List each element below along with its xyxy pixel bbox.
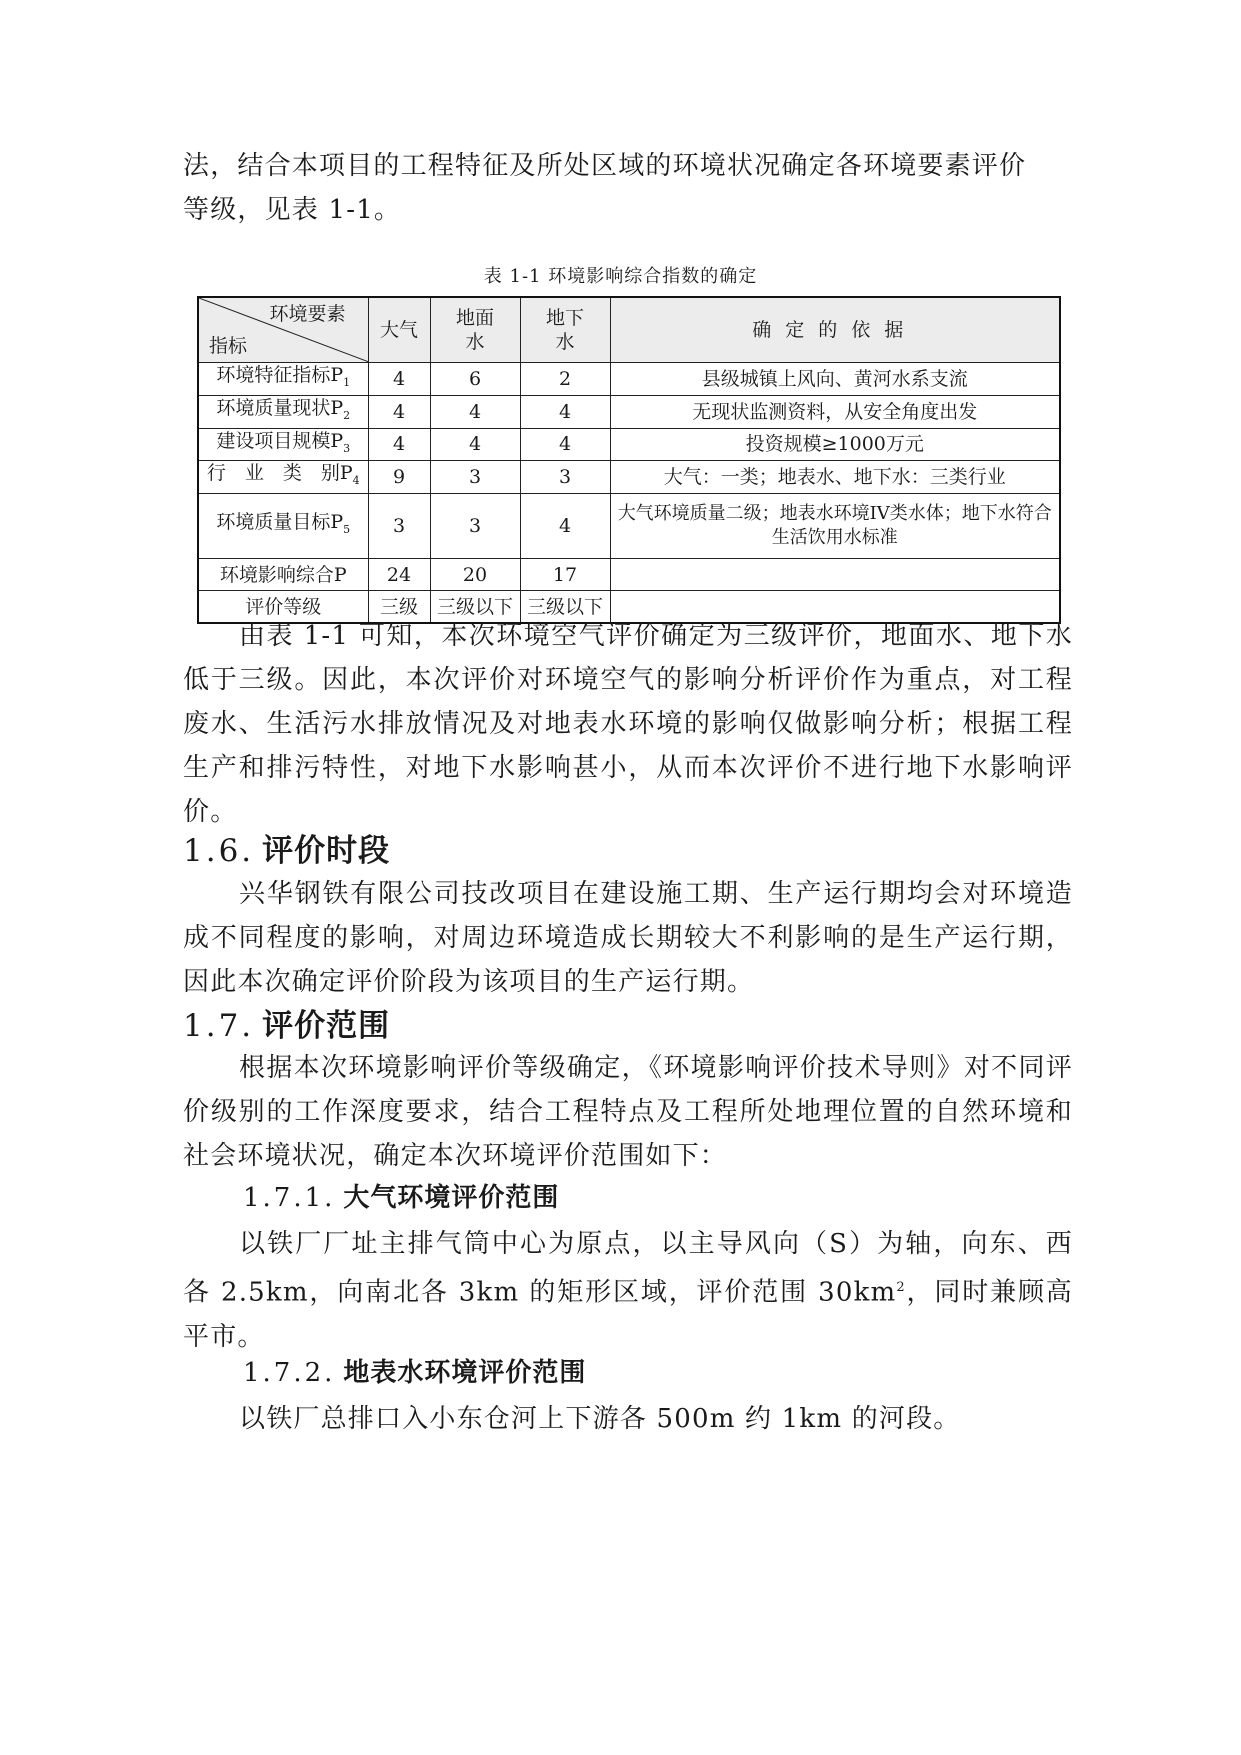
section-heading-1-7-2 xyxy=(243,1352,586,1389)
cell-basis: 大气：一类；地表水、地下水：三类行业 xyxy=(610,461,1060,494)
p-symbol: P xyxy=(330,396,344,419)
row-label: 环境影响综合P xyxy=(198,559,368,591)
cell-air: 9 xyxy=(368,461,430,494)
section-title: 评价时段 xyxy=(262,833,391,869)
header-basis: 确定的依据 xyxy=(610,297,1060,363)
section-title: 评价范围 xyxy=(262,1008,391,1044)
cell-surface-water: 3 xyxy=(430,494,520,559)
cell-surface-water: 20 xyxy=(430,559,520,591)
cell-groundwater: 三级以下 xyxy=(520,591,610,624)
p-symbol: P xyxy=(339,462,353,485)
header-air: 大气 xyxy=(368,297,430,363)
cell-surface-water: 6 xyxy=(430,363,520,396)
cell-groundwater: 4 xyxy=(520,395,610,428)
p-symbol: P xyxy=(330,511,344,534)
cell-air: 4 xyxy=(368,363,430,396)
table-row xyxy=(198,395,1060,428)
paragraph-evaluation-period: 兴华钢铁有限公司技改项目在建设施工期、生产运行期均会对环境造成不同程度的影响，对周边环境造成长期较大不利影响的是生产运行期，因此本次确定评价阶段为该项目的生产运行期。 xyxy=(183,879,1073,997)
table-body xyxy=(198,363,1060,624)
cell-basis xyxy=(610,559,1060,591)
row-label: 行 业 类 别$P_4$ xyxy=(198,461,368,494)
p-symbol: P xyxy=(330,429,344,452)
section-title: 大气环境评价范围 xyxy=(343,1183,560,1213)
paragraph-evaluation-scope: 根据本次环境影响评价等级确定，《环境影响评价技术导则》对不同评价级别的工作深度要求，结合工程特点及工程所处地理位置的自然环境和社会环境状况，确定本次环境评价范围如下： xyxy=(183,1053,1073,1171)
header-surface-water: 地面水 xyxy=(430,297,520,363)
section-title: 地表水环境评价范围 xyxy=(343,1358,587,1388)
cell-air: 4 xyxy=(368,428,430,461)
intro-line-2: 等级，见表 1-1。 xyxy=(183,195,402,225)
header-indicator: 指标 xyxy=(209,335,248,357)
table-row xyxy=(198,559,1060,591)
table-row xyxy=(198,461,1060,494)
row-subscript: 2 xyxy=(343,408,351,422)
section-heading-1-7-1 xyxy=(243,1177,559,1214)
section-number: 1.6. xyxy=(183,833,255,869)
cell-surface-water: 3 xyxy=(430,461,520,494)
cell-groundwater: 3 xyxy=(520,461,610,494)
cell-surface-water: 4 xyxy=(430,428,520,461)
cell-air: 3 xyxy=(368,494,430,559)
cell-basis: 投资规模≥1000万元 xyxy=(610,428,1060,461)
table-caption: 表 1-1 环境影响综合指数的确定 xyxy=(483,266,758,287)
row-label: 环境质量目标$P_5$ xyxy=(198,494,368,559)
cell-groundwater: 4 xyxy=(520,428,610,461)
table-row xyxy=(198,363,1060,396)
impact-index-table xyxy=(197,296,1061,624)
cell-groundwater: 17 xyxy=(520,559,610,591)
cell-groundwater: 2 xyxy=(520,363,610,396)
cell-groundwater: 4 xyxy=(520,494,610,559)
cell-basis: 大气环境质量二级；地表水环境IV类水体；地下水符合生活饮用水标准 xyxy=(610,494,1060,559)
table-row xyxy=(198,494,1060,559)
section-heading-1-7 xyxy=(183,1000,390,1045)
table-row xyxy=(198,428,1060,461)
section-heading-1-6 xyxy=(183,825,390,870)
row-subscript: 5 xyxy=(343,523,351,537)
cell-air: 24 xyxy=(368,559,430,591)
section-number: 1.7.1. xyxy=(243,1183,336,1213)
header-groundwater: 地下水 xyxy=(520,297,610,363)
cell-air: 4 xyxy=(368,395,430,428)
cell-basis: 无现状监测资料，从安全角度出发 xyxy=(610,395,1060,428)
cell-surface-water: 4 xyxy=(430,395,520,428)
header-env-element: 环境要素 xyxy=(269,303,346,325)
paragraph-evaluation-level: 由表 1-1 可知，本次环境空气评价确定为三级评价，地面水、地下水低于三级。因此，本次评价对环境空气的影响分析评价作为重点，对工程废水、生活污水排放情况及对地表水环境的影响仅做影响分析；根据工程生产和排污特性，对地下水影响甚小，从而本次评价不进行地下水影响评价。 xyxy=(183,621,1073,827)
section-number: 1.7. xyxy=(183,1008,255,1044)
paragraph-surface-water-scope: 以铁厂总排口入小东仓河上下游各 500m 约 1km 的河段。 xyxy=(239,1404,961,1434)
row-subscript: 4 xyxy=(352,474,360,488)
cell-surface-water: 三级以下 xyxy=(430,591,520,624)
intro-line-1: 法，结合本项目的工程特征及所处区域的环境状况确定各环境要素评价 xyxy=(183,151,1027,181)
row-subscript: 3 xyxy=(343,441,351,455)
row-subscript: 1 xyxy=(343,375,351,389)
table-header-row xyxy=(198,297,1060,363)
row-label: 环境质量现状$P_2$ xyxy=(198,395,368,428)
diagonal-header-cell xyxy=(198,297,368,363)
section-number: 1.7.2. xyxy=(243,1358,336,1388)
cell-basis: 县级城镇上风向、黄河水系支流 xyxy=(610,363,1060,396)
row-label: 评价等级 xyxy=(198,591,368,624)
row-label: 建设项目规模$P_3$ xyxy=(198,428,368,461)
cell-air: 三级 xyxy=(368,591,430,624)
paragraph-air-scope: 以铁厂厂址主排气筒中心为原点，以主导风向（S）为轴，向东、西各 2.5km，向南北各 3km 的矩形区域，评价范围 $30km^2$，同时兼顾高平市。 xyxy=(183,1229,1073,1352)
p-symbol: P xyxy=(330,364,344,386)
row-label: 环境特征指标$P_1$ xyxy=(198,363,368,396)
